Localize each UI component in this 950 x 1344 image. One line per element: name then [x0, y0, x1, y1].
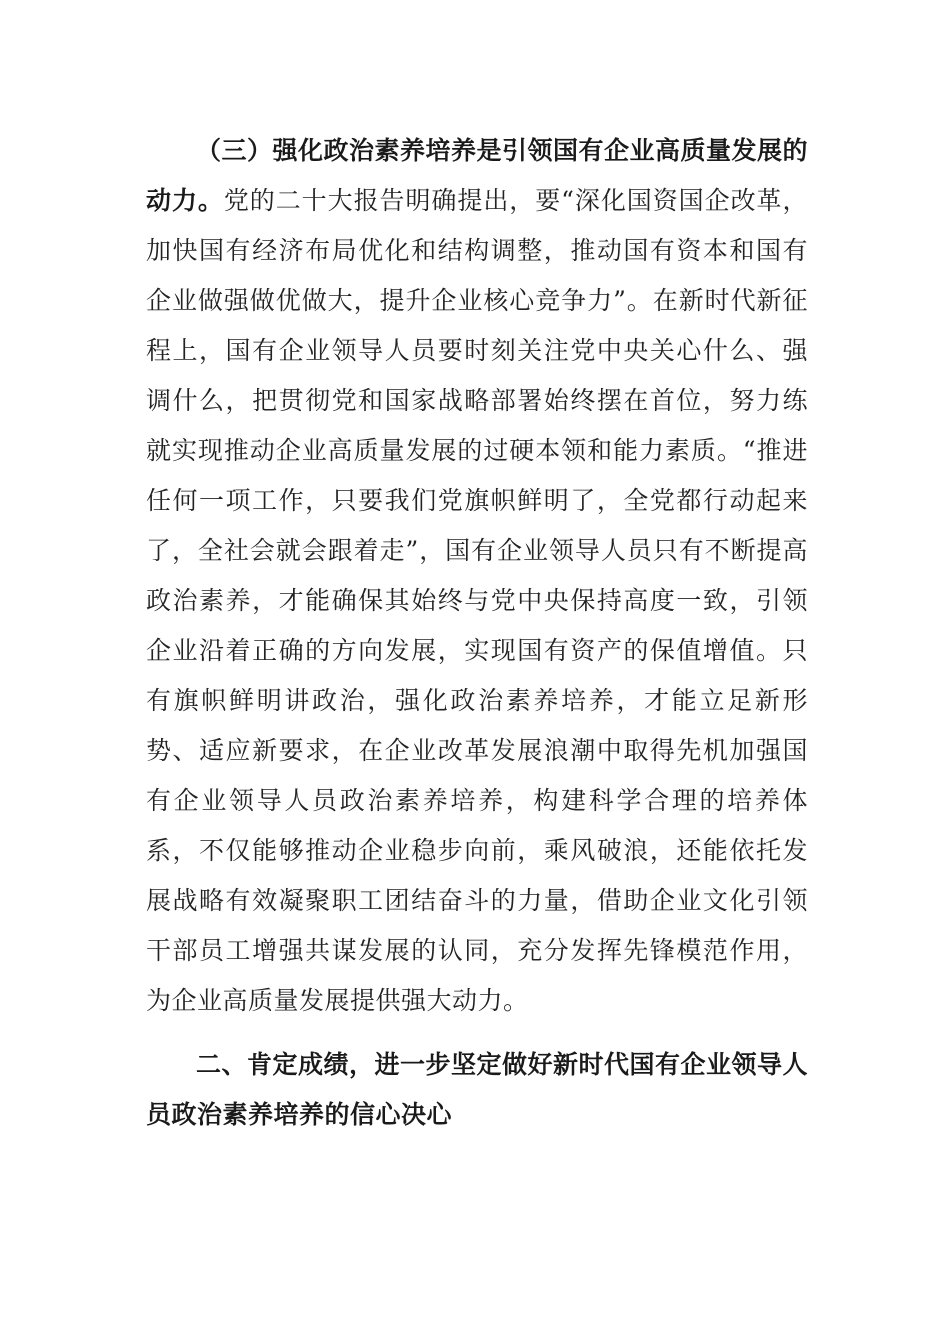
section-three-paragraph [146, 126, 808, 1026]
section-heading-two: 二、肯定成绩，进一步坚定做好新时代国有企业领导人员政治素养培养的信心决心 [146, 1050, 809, 1129]
section-three-bold-lead: （三）强化政治素养培养是引领国有企业高质量发展的动力。 [146, 136, 809, 215]
document-content [146, 126, 808, 1140]
section-three-body: 党的二十大报告明确提出，要“深化国资国企改革，加快国有经济布局优化和结构调整，推动国有资本和国有企业做强做优做大，提升企业核心竞争力”。在新时代新征程上，国有企业领导人员要时刻关注党中央关心什么、强调什么，把贯彻党和国家战略部署始终摆在首位，努力练就实现推动企业高质量发展的过硬本领和能力素质。“推进任何一项工作，只要我们党旗帜鲜明了，全党都行动起来了，全社会就会跟着走”，国有企业领导人员只有不断提高政治素养，才能确保其始终与党中央保持高度一致，引领企业沿着正确的方向发展，实现国有资产的保值增值。只有旗帜鲜明讲政治，强化政治素养培养，才能立足新形势、适应新要求，在企业改革发展浪潮中取得先机加强国有企业领导人员政治素养培养，构建科学合理的培养体系，不仅能够推动企业稳步向前，乘风破浪，还能依托发展战略有效凝聚职工团结奋斗的力量，借助企业文化引领干部员工增强共谋发展的认同，充分发挥先锋模范作用，为企业高质量发展提供强大动力。 [146, 186, 808, 1015]
